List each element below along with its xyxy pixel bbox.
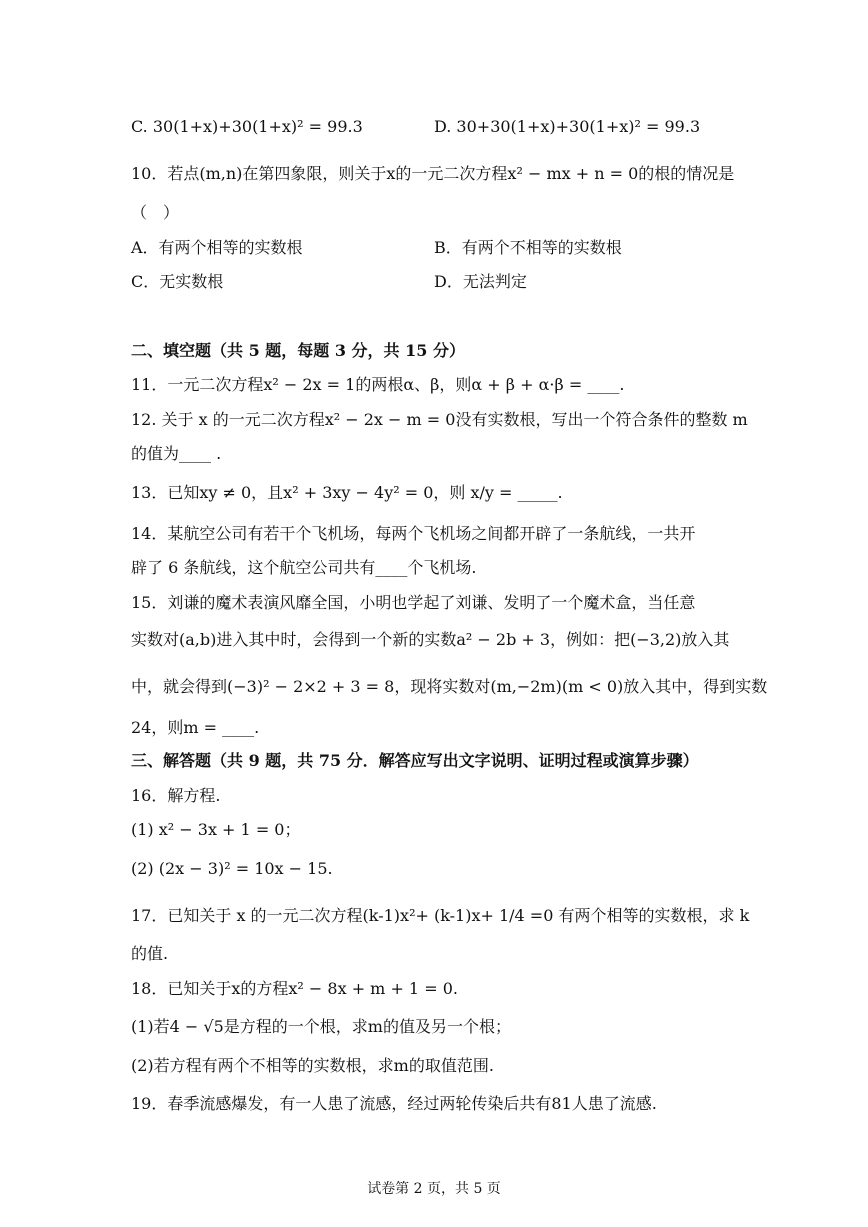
question-14-line1: 14．某航空公司有若干个飞机场，每两个飞机场之间都开辟了一条航线，一共开	[131, 524, 696, 543]
section-3-heading: 三、解答题（共 9 题，共 75 分．解答应写出文字说明、证明过程或演算步骤）	[131, 751, 699, 770]
question-18-part1: (1)若4 − √5是方程的一个根，求m的值及另一个根；	[131, 1017, 511, 1036]
question-18-stem: 18．已知关于x的方程x² − 8x + m + 1 = 0.	[131, 979, 458, 998]
question-12-line2: 的值为____ .	[131, 444, 222, 463]
question-15-line4: 24，则m = ____.	[131, 718, 260, 737]
question-19: 19．春季流感爆发，有一人患了流感，经过两轮传染后共有81人患了流感.	[131, 1094, 657, 1113]
question-17-line2: 的值.	[131, 944, 169, 963]
question-15-line3: 中，就会得到(−3)² − 2×2 + 3 = 8，现将实数对(m,−2m)(m < 0)放入其中，得到实数	[131, 677, 768, 696]
question-10-paren: （ ）	[131, 203, 180, 222]
option-10d: D．无法判定	[434, 272, 527, 291]
option-10a: A．有两个相等的实数根	[131, 238, 303, 257]
question-10-stem: 10．若点(m,n)在第四象限，则关于x的一元二次方程x² − mx + n = 0的根的情况是	[131, 164, 735, 183]
question-16-part1: (1) x² − 3x + 1 = 0；	[131, 820, 301, 839]
option-10c: C．无实数根	[131, 272, 224, 291]
question-16-part2: (2) (2x − 3)² = 10x − 15.	[131, 859, 333, 878]
question-13: 13．已知xy ≠ 0，且x² + 3xy − 4y² = 0，则 x/y = _____.	[131, 483, 563, 502]
question-12-line1: 12. 关于 x 的一元二次方程x² − 2x − m = 0没有实数根，写出一个符合条件的整数 m	[131, 410, 748, 429]
question-15-line2: 实数对(a,b)进入其中时，会得到一个新的实数a² − 2b + 3，例如：把(−3,2)放入其	[131, 630, 730, 649]
question-18-part2: (2)若方程有两个不相等的实数根，求m的取值范围.	[131, 1056, 494, 1075]
option-10b: B．有两个不相等的实数根	[434, 238, 622, 257]
question-16-stem: 16．解方程.	[131, 786, 221, 805]
option-9d: D. 30+30(1+x)+30(1+x)² = 99.3	[434, 117, 701, 136]
page-footer: 试卷第 2 页，共 5 页	[367, 1181, 501, 1197]
question-14-line2: 辟了 6 条航线，这个航空公司共有____个飞机场.	[131, 558, 477, 577]
section-2-heading: 二、填空题（共 5 题，每题 3 分，共 15 分）	[131, 341, 465, 360]
question-15-line1: 15．刘谦的魔术表演风靡全国，小明也学起了刘谦、发明了一个魔术盒，当任意	[131, 593, 696, 612]
option-9c: C. 30(1+x)+30(1+x)² = 99.3	[131, 117, 363, 136]
question-17-line1: 17．已知关于 x 的一元二次方程(k-1)x²+ (k-1)x+ 1/4 =0 有两个相等的实数根，求 k	[131, 906, 750, 925]
question-11: 11．一元二次方程x² − 2x = 1的两根α、β，则α + β + α·β = ____.	[131, 375, 625, 394]
